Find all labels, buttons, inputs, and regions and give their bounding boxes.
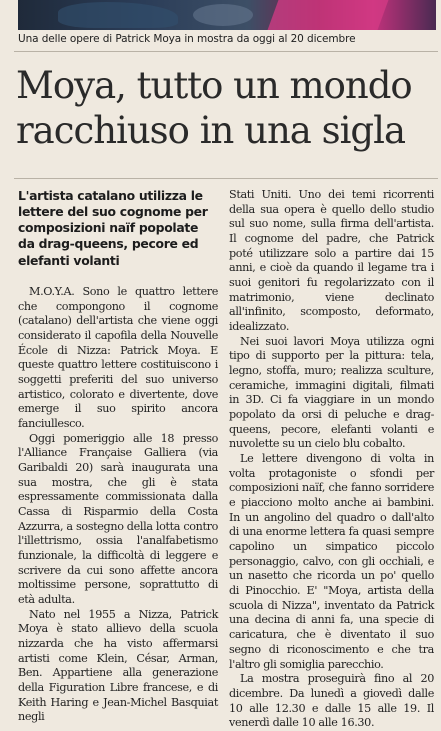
divider xyxy=(14,51,438,52)
photo-shape xyxy=(58,2,178,28)
artwork-photo xyxy=(18,0,436,30)
paragraph: Nei suoi lavori Moya utilizza ogni tipo di supporto per la pittura: tela, legno, stoffa, muro; realizza sculture, ceramiche, immagini digitali, filmati in 3D. Ci fa viaggiare in un mondo popolato da orsi di peluche e drag-queens, pecore, elefanti volanti e nuvolette su un cielo blu cobalto. xyxy=(229,334,434,451)
photo-caption: Una delle opere di Patrick Moya in mostra da oggi al 20 dicembre xyxy=(18,33,356,45)
paragraph: Stati Uniti. Uno dei temi ricorrenti della sua opera è quello dello studio sul suo nome, sulla firma dell'artista. Il cognome del padre, che Patrick poté utilizzare solo a partire dai 15 anni, e cioè da quando il legame tra i suoi genitori fu regolarizzato con il matrimonio, viene declinato all'infinito, scomposto, deformato, idealizzato. xyxy=(229,188,434,334)
article-subhead: L'artista catalano utilizza le lettere del suo cognome per composizioni naïf popolate da drag-queens, pecore ed elefanti volanti xyxy=(18,188,208,268)
paragraph: Nato nel 1955 a Nizza, Patrick Moya è stato allievo della scuola nizzarda che ha visto affermarsi artisti come Klein, César, Arman, Ben. Appartiene alla generazione della Figuration Libre francese, e di Keith Haring e Jean-Michel Basquiat negli xyxy=(18,607,218,724)
headline xyxy=(16,64,440,154)
article-column-2 xyxy=(229,188,434,731)
paragraph: Oggi pomeriggio alle 18 presso l'Alliance Française Galliera (via Garibaldi 20) sarà inaugurata una sua mostra, che gli è stata espressamente commissionata dalla Cassa di Risparmio della Costa Azzurra, a sostegno della lotta contro l'illettrismo, ossia l'analfabetismo funzionale, la difficoltà di leggere e scrivere da cui sono affette ancora moltissime persone, soprattutto di età adulta. xyxy=(18,431,218,607)
headline-line-1: Moya, tutto un mondo xyxy=(16,64,412,107)
photo-shape xyxy=(268,0,389,30)
paragraph: La mostra proseguirà fino al 20 dicembre. Da lunedì a giovedì dalle 10 alle 12.30 e dalle 15 alle 19. Il venerdì dalle 10 alle 16.30. xyxy=(229,672,434,730)
photo-shape xyxy=(193,4,253,26)
article-column-1 xyxy=(18,285,218,725)
divider xyxy=(14,178,438,179)
paragraph: M.O.Y.A. Sono le quattro lettere che compongono il cognome (catalano) dell'artista che viene oggi considerato il capofila della Nouvelle École di Nizza: Patrick Moya. E queste quattro lettere costituiscono i soggetti preferiti del suo universo artistico, colorato e divertente, dove emerge il suo spirito ancora fanciullesco. xyxy=(18,285,218,431)
headline-line-2: racchiuso in una sigla xyxy=(16,108,406,152)
paragraph: Le lettere divengono di volta in volta protagoniste o sfondi per composizioni naïf, che fanno sorridere e piacciono molto anche ai bambini. In un angolino del quadro o dall'alto di una enorme lettera fa quasi sempre capolino un simpatico piccolo personaggio, calvo, con gli occhiali, e un nasetto che ricorda un po' quello di Pinocchio. E' "Moya, artista della scuola di Nizza", inventato da Patrick una decina di anni fa, una specie di caricatura, che è diventato il suo segno di riconoscimento e che tra l'altro gli somiglia parecchio. xyxy=(229,452,434,671)
